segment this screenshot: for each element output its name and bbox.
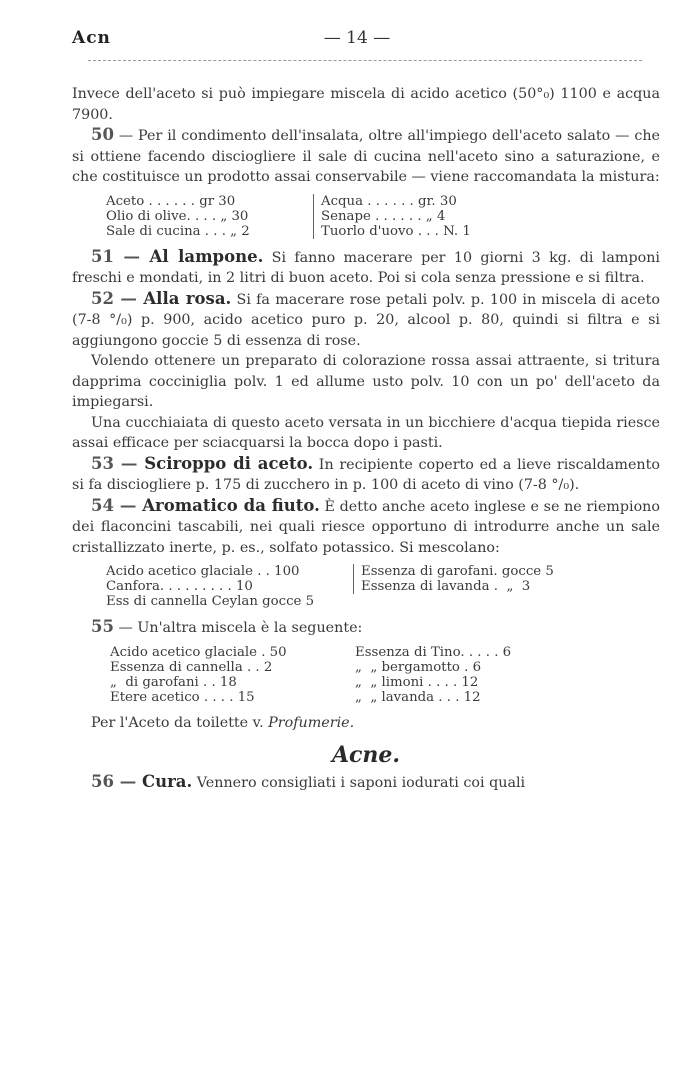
paragraph-number: 50 bbox=[91, 125, 114, 144]
aromatic-vinegar-table bbox=[106, 564, 596, 609]
salad-dressing-table bbox=[106, 194, 601, 239]
table-cell: „ „ limoni . . . . 12 bbox=[355, 674, 479, 690]
paragraph-55 bbox=[72, 617, 660, 639]
column-divider bbox=[313, 224, 314, 239]
paragraph-number: 52 bbox=[91, 288, 114, 308]
mixture-table bbox=[110, 645, 620, 705]
page-number: — 14 — bbox=[323, 28, 391, 48]
recipe-title: Sciroppo di aceto. bbox=[144, 453, 314, 473]
paragraph-text: Vennero consigliati i saponi iodurati coi quali bbox=[192, 774, 526, 791]
recipe-title: Cura. bbox=[141, 771, 193, 791]
table-cell: Acqua . . . . . . gr. 30 bbox=[321, 193, 457, 209]
paragraph-53: 53 — Sciroppo di aceto. In recipiente coperto ed a lieve riscaldamento si fa disciogliere p. 175 di zucchero in p. 100 di aceto di vino (7-8 °/₀). bbox=[72, 453, 660, 493]
table-cell: Olio di olive. . . . „ 30 bbox=[106, 208, 249, 224]
paragraph-text: È detto anche aceto inglese e se ne riempiono dei flaconcini tascabili, nei quali riesce opportuno di introdurre anche un sale cristallizzato inerte, p. es., solfato potassico. Si mescolano: bbox=[72, 498, 660, 556]
column-divider bbox=[313, 194, 314, 209]
paragraph-number: 51 bbox=[91, 246, 114, 266]
table-cell bbox=[361, 594, 576, 609]
paragraph-54: 54 — Aromatico da fiuto. È detto anche aceto inglese e se ne riempiono dei flaconcini tascabili, nei quali riesce opportuno di introdurre anche un sale cristallizzato inerte, p. es., solfato potassico. Si mescolano: bbox=[72, 495, 660, 556]
table-cell: Etere acetico . . . . 15 bbox=[110, 689, 255, 705]
paragraph-number: 56 bbox=[91, 771, 114, 791]
table-cell: Canfora. . . . . . . . . 10 bbox=[106, 579, 253, 594]
column-divider bbox=[353, 579, 354, 594]
paragraph-56: 56 — Cura. Vennero consigliati i saponi iodurati coi quali bbox=[91, 771, 526, 791]
paragraph-number: 54 bbox=[91, 495, 114, 515]
recipe-title: Aromatico da fiuto. bbox=[142, 495, 320, 515]
paragraph-text: — Per il condimento dell'insalata, oltre all'impiego dell'aceto salato — che si ottiene facendo disciogliere il sale di cucina nell'aceto sino a saturazione, e che costituisce un prodotto assai conservabile — viene raccomandata la mistura: bbox=[72, 128, 660, 185]
table-cell: Senape . . . . . . „ 4 bbox=[321, 208, 446, 224]
table-cell: Sale di cucina . . . „ 2 bbox=[106, 223, 250, 239]
paragraph-52b: Volendo ottenere un preparato di colorazione rossa assai attraente, si tritura dapprima cocciniglia polv. 1 ed allume usto polv. 10 con un po' dell'aceto da impiegarsi. bbox=[72, 353, 660, 410]
paragraph-number: 55 bbox=[91, 617, 114, 636]
reference-link: Profumerie. bbox=[268, 714, 355, 731]
table-cell: Acido acetico glaciale . . 100 bbox=[106, 564, 300, 579]
paragraph-text: In recipiente coperto ed a lieve riscaldamento si fa disciogliere p. 175 di zucchero in p. 100 di aceto di vino (7-8 °/₀). bbox=[72, 456, 660, 493]
table-cell: Essenza di garofani. gocce 5 bbox=[361, 564, 554, 579]
table-cell: „ di garofani . . 18 bbox=[110, 674, 237, 690]
header-rule bbox=[88, 60, 642, 61]
cross-reference bbox=[72, 713, 660, 734]
running-head: Acn bbox=[72, 28, 111, 48]
table-cell: Aceto . . . . . . gr 30 bbox=[106, 193, 236, 209]
page-header bbox=[72, 28, 642, 50]
paragraph-52c: Una cucchiaiata di questo aceto versata in un bicchiere d'acqua tiepida riesce assai efficace per sciacquarsi la bocca dopo i pasti. bbox=[72, 414, 660, 451]
paragraph-52: 52 — Alla rosa. Si fa macerare rose petali polv. p. 100 in miscela di aceto (7-8 °/₀) p. 900, acido acetico puro p. 20, alcool p. 80, quindi si filtra e si aggiungono goccie 5 di essenza di rose. bbox=[72, 288, 660, 349]
paragraph-text: — Un'altra miscela è la seguente: bbox=[113, 620, 363, 636]
table-cell: Tuorlo d'uovo . . . N. 1 bbox=[321, 223, 471, 239]
paragraph-51: 51 — Al lampone. Si fanno macerare per 10 giorni 3 kg. di lamponi freschi e mondati, in 2 litri di buon aceto. Poi si cola senza pressione e si filtra. bbox=[72, 246, 661, 286]
column-divider bbox=[313, 209, 314, 224]
intro-paragraph: Invece dell'aceto si può impiegare miscela di acido acetico (50°₀) 1100 e acqua 7900. bbox=[72, 86, 660, 123]
note-text: Per l'Aceto da toilette v. bbox=[91, 714, 269, 731]
table-cell: „ „ bergamotto . 6 bbox=[355, 659, 482, 675]
recipe-title: Al lampone. bbox=[149, 246, 264, 266]
body-text bbox=[72, 84, 660, 793]
table-cell: Essenza di lavanda . „ 3 bbox=[361, 579, 531, 594]
table-cell: Essenza di Tino. . . . . 6 bbox=[355, 644, 512, 660]
table-cell: Acido acetico glaciale . 50 bbox=[110, 644, 287, 660]
paragraph-text: Si fanno macerare per 10 giorni 3 kg. di lamponi freschi e mondati, in 2 litri di buon aceto. Poi si cola senza pressione e si filtra. bbox=[72, 249, 661, 286]
section-title: Acne. bbox=[331, 742, 401, 768]
table-cell: Essenza di cannella . . 2 bbox=[110, 659, 273, 675]
paragraph-number: 53 bbox=[91, 453, 114, 473]
table-cell: „ „ lavanda . . . 12 bbox=[355, 689, 481, 705]
column-divider bbox=[353, 564, 354, 579]
table-cell: Ess di cannella Ceylan gocce 5 bbox=[106, 594, 315, 609]
paragraph-text: Si fa macerare rose petali polv. p. 100 in miscela di aceto (7-8 °/₀) p. 900, acido acetico puro p. 20, alcool p. 80, quindi si filtra e si aggiungono goccie 5 di essenza di rose. bbox=[72, 291, 660, 349]
recipe-title: Alla rosa. bbox=[143, 288, 232, 308]
paragraph-50 bbox=[72, 125, 660, 188]
